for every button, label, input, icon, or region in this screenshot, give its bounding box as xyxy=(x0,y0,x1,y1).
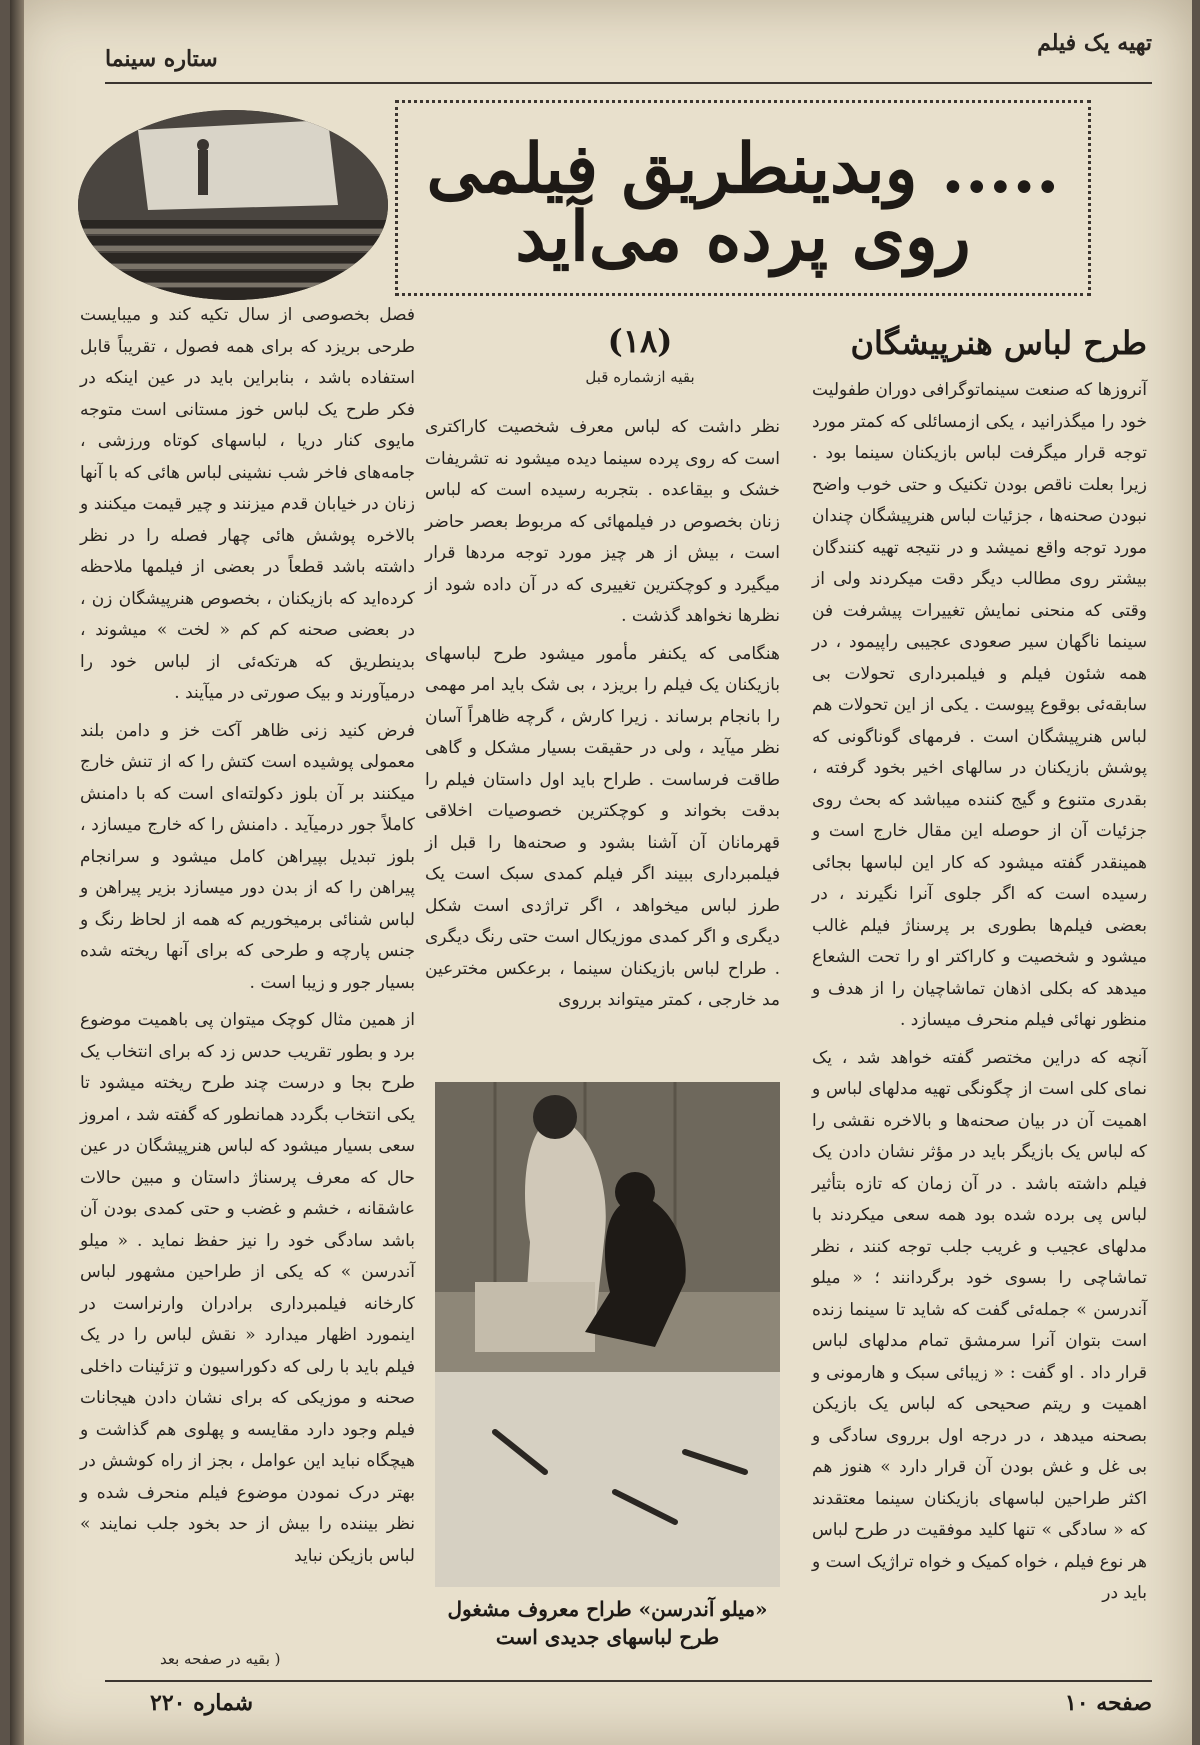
header-rule xyxy=(105,82,1152,84)
continued-from-label: بقیه ازشماره قبل xyxy=(585,368,695,386)
serial-number: (۱۸) xyxy=(607,322,673,360)
paragraph: فرض کنید زنی ظاهر آکت خز و دامن بلند معمولی پوشیده است کتش را که از تنش خارج میکنند بر آن بلوز دکولته‌ای است که با دامنش کاملاً جور درمیآید . دامنش را که خارج میسازد ، بلوز تبدیل بپیراهن کامل میشود و سرانجام پیراهن را که از بدن دور میسازد بزیر پیراهن و لباس شنائی برمیخوریم که همه از لحاظ رنگ و جنس پارچه و طرحی که برای آنها ریخته شده بسیار جور و زیبا است . xyxy=(80,720,415,993)
cinema-hall-photo xyxy=(78,110,388,300)
designer-at-work-illustration xyxy=(435,1082,780,1587)
photo-caption: «میلو آندرسن» طراح معروف مشغول طرح لباسهای جدیدی است xyxy=(447,1597,768,1649)
headline-box xyxy=(395,100,1091,296)
paragraph: نظر داشت که لباس معرف شخصیت کاراکتری است که روی پرده سینما دیده میشود نه تشریفات خشک و بیقاعده . بتجربه رسیده است که لباس زنان بخصوص در فیلمهائی که مربوط بعصر حاضر است ، بیش از هر چیز مورد توجه مردها قرار میگیرد و کوچکترین تغییری که در آن داده شود از نظرها نخواهد گذشت . xyxy=(425,417,780,626)
issue-number: شماره ۲۲۰ xyxy=(150,1690,254,1716)
paragraph: از همین مثال کوچک میتوان پی باهمیت موضوع برد و بطور تقریب حدس زد که برای انتخاب یک طرح بجا و درست چند طرح ریخته میشود تا یکی انتخاب بگردد همانطور که گفته شد ، امروز سعی بسیار میشود که لباس هنرپیشگان در عین حال که معرف پرسناژ داستان و مبین حالات عاشقانه ، خشم و غضب و حتی کمدی بودن آن باشد سادگی خود را نیز حفظ نماید . « میلو آندرسن » که یکی از طراحین مشهور لباس کارخانه فیلمبرداری برادران وارنراست در اینمورد اظهار میدارد « نقش لباس را در یک فیلم باید با رلی که دکوراسیون و تزئینات داخلی صحنه و موزیکی که برای نشان دادن هیجانات فیلم وجود دارد مقایسه و پهلوی هم گذاشت و هیچگاه نباید این عوامل ، بجز از راه کوشش در بهتر درک نمودن موضوع فیلم منحرف شده و نظر بیننده را بیش از حد بخود جلب نمایند » لباس بازیکن نباید xyxy=(80,1010,415,1566)
paragraph: هنگامی که یکنفر مأمور میشود طرح لباسهای بازیکنان یک فیلم را بریزد ، بی شک باید امر مهمی را بانجام برساند . زیرا کارش ، گرچه ظاهراً آسان نظر میآید ، ولی در حقیقت بسیار مشکل و گاهی طاقت فرساست . طراح باید اول داستان فیلم را بدقت بخواند و کوچکترین خصوصیات اخلاقی قهرمانان آن آشنا بشود و صحنه‌ها را قبل از فیلمبرداری ببیند اگر فیلم کمدی سبک است یک طرز لباس میخواهد ، اگر تراژدی است شکل دیگری و اگر کمدی موزیکال است حتی رنگ دیگری . طراح لباس بازیکنان سینما ، برعکس مخترعین مد خارجی ، کمتر میتواند برروی xyxy=(425,643,780,1010)
paragraph: آنروزها که صنعت سینماتوگرافی دوران طفولیت خود را میگذرانید ، یکی ازمسائلی که کمتر مورد توجه قرار میگرفت لباس بازیکنان سینما بود . زیرا بعلت ناقص بودن تکنیک و حتی خوب واضح نبودن صحنه‌ها ، جزئیات لباس هنرپیشگان چندان مورد توجه واقع نمیشد و در نتیجه تهیه کنندگان بیشتر روی مطالب دیگر دقت میکردند ولی از وقتی که منحنی نمایش تغییرات پیشرفت فن سینما ناگهان سیر صعودی عجیبی راپیمود ، در همه شئون فیلم و فیلمبرداری تحولات بی سابقه‌ئی بوقوع پیوست . یکی از این تحولات هم لباس هنرپیشگان است . فرمهای گوناگونی که پوشش بازیکنان در سالهای اخیر بخود گرفته ، بقدری متنوع و گیج کننده میباشد که بحث روی جزئیات آن از حوصله این مقال خارج است و همینقدر گفته میشود که کار این لباسها بجائی رسیده است که اگر جلوی آنرا نگیرند ، در بعضی فیلم‌ها بطوری بر پرسناژ فیلم غالب میشود و شخصیت و کاراکتر او را تحت الشعاع میدهد که بکلی اذهان تماشاچیان را از هدف و منظور نهائی فیلم منحرف میسازد . xyxy=(812,380,1147,1030)
article-column-right xyxy=(812,375,1147,1616)
continued-note: ( بقیه در صفحه بعد xyxy=(160,1650,281,1668)
designer-photo xyxy=(435,1082,780,1587)
magazine-page xyxy=(10,0,1192,1745)
page-number: صفحه ۱۰ xyxy=(1064,1690,1152,1716)
book-spine xyxy=(10,0,24,1745)
article-column-left xyxy=(80,300,415,1578)
cinema-hall-illustration xyxy=(78,110,388,300)
paragraph: آنچه که دراین مختصر گفته خواهد شد ، یک نمای کلی است از چگونگی تهیه مدلهای لباس و اهمیت آن در بیان صحنه‌ها و بالاخره نقشی را که لباس یک بازیگر باید در مؤثر نشان دادن یک فیلم داشته باشد . در آن زمان که تازه بتأثیر لباس پی برده شده بود همه سعی میکردند با مدلهای عجیب و غریب جلب توجه کنند ، نظر تماشاچی را بسوی خود برگردانند ؛ « میلو آندرسن » جمله‌ئی گفت که شاید تا سینما زنده است بتوان آنرا سرمشق تمام مدلهای لباس قرار داد . او گفت : « زیبائی سبک و هارمونی و اهمیت و ریتم صحیحی که لباس یک بازیکن بصحنه میدهد ، در درجه اول برروی سادگی و بی غل و غش بودن آن قرار دارد » هنوز هم اکثر طراحین لباسهای بازیکنان سینما معتقدند که « سادگی » تنها کلید موفقیت در طرح لباس هر نوع فیلم ، خواه کمیک و خواه تراژیک است و باید در xyxy=(812,1047,1147,1603)
section-header: تهیه یک فیلم xyxy=(1037,30,1152,56)
article-column-middle xyxy=(425,412,780,1023)
headline: ..... وبدینطریق فیلمی روی پرده می‌آید xyxy=(426,129,1060,277)
magazine-name: ستاره سینما xyxy=(105,46,218,72)
paragraph: فصل بخصوصی از سال تکیه کند و میبایست طرحی بریزد که برای همه فصول ، تقریباً قابل استفاده باشد ، بنابراین باید در عین اینکه در فکر طرح یک لباس خوز مستانی است متوجه مایوی کنار دریا ، لباسهای کوتاه ورزشی ، جامه‌های فاخر شب نشینی لباس هائی که با آنها زنان در خیابان قدم میزنند و چیر قیمت میکنند و بالاخره پوشش هائی چهار فصله را در نظر داشته باشد قطعاً در بعضی از فیلمها ملاحظه کرده‌اید که بازیکنان ، بخصوص هنرپیشگان زن ، در بعضی صحنه کم کم « لخت » میشوند ، بدینطریق که هرتکه‌ئی از لباس خود را درمیآورند و بیک صورتی در میآیند . xyxy=(80,305,415,703)
article-title: طرح لباس هنرپیشگان xyxy=(850,324,1147,362)
footer-rule xyxy=(105,1680,1152,1682)
